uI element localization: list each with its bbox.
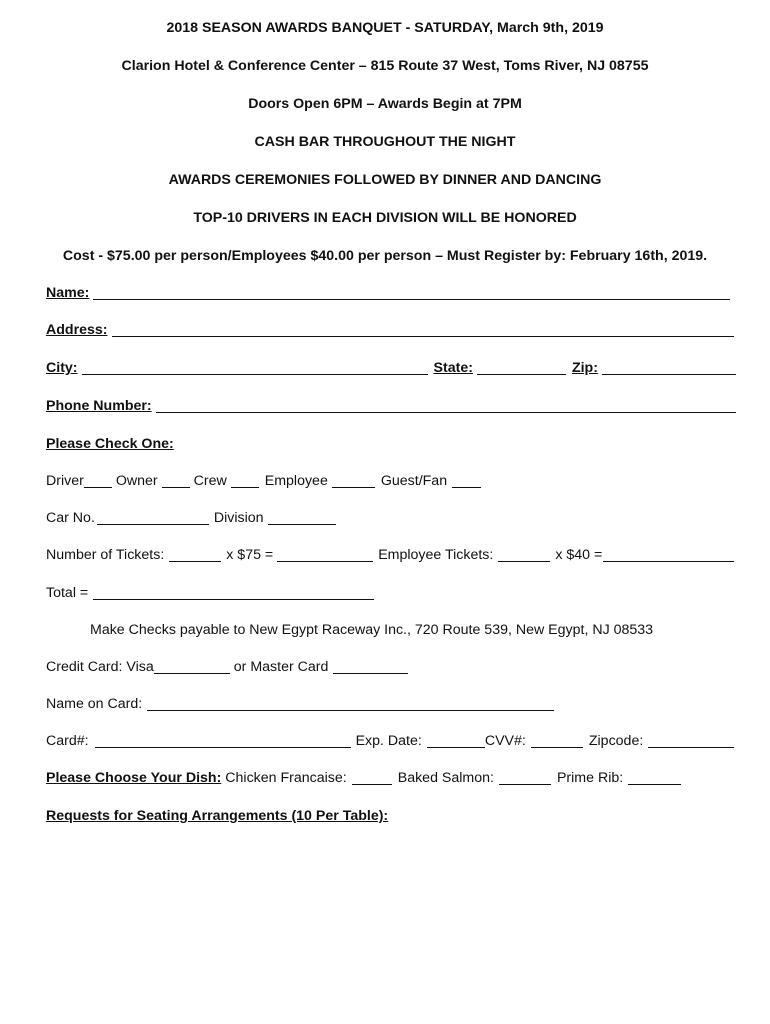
- employee-subtotal-field[interactable]: [603, 548, 734, 562]
- cvv-field[interactable]: [531, 734, 583, 748]
- phone-field[interactable]: [156, 399, 736, 413]
- tickets-price: x $75 =: [226, 547, 274, 563]
- exp-date-field[interactable]: [427, 734, 485, 748]
- zip-label: Zip:: [571, 360, 598, 376]
- employee-tickets-field[interactable]: [498, 548, 550, 562]
- total-label: Total =: [46, 585, 89, 601]
- tickets-label: Number of Tickets:: [46, 547, 165, 563]
- cash-bar-line: CASH BAR THROUGHOUT THE NIGHT: [254, 134, 516, 150]
- cost-line: Cost - $75.00 per person/Employees $40.00 per person – Must Register by: February 16th, 2019.: [62, 248, 708, 264]
- role-crew-label: Crew: [193, 473, 227, 489]
- tickets-field[interactable]: [169, 548, 221, 562]
- employee-price: x $40 =: [555, 547, 603, 563]
- role-row: [46, 472, 481, 490]
- name-row: [46, 284, 730, 302]
- dish-row: [46, 769, 681, 787]
- role-driver-label: Driver: [46, 473, 84, 489]
- role-guest-field[interactable]: [452, 474, 481, 488]
- cvv-label: CVV#:: [484, 733, 526, 749]
- tickets-row: [46, 546, 734, 564]
- honored-line: TOP-10 DRIVERS IN EACH DIVISION WILL BE HONORED: [193, 210, 577, 226]
- city-state-zip-row: [46, 359, 736, 377]
- role-driver-field[interactable]: [84, 474, 112, 488]
- division-label: Division: [213, 510, 264, 526]
- name-field[interactable]: [93, 286, 730, 300]
- role-employee-field[interactable]: [332, 474, 375, 488]
- card-zipcode-field[interactable]: [648, 734, 734, 748]
- city-label: City:: [46, 360, 78, 376]
- car-no-label: Car No.: [46, 510, 95, 526]
- ceremonies-line: AWARDS CEREMONIES FOLLOWED BY DINNER AND DANCING: [168, 172, 602, 188]
- phone-label: Phone Number:: [46, 398, 152, 414]
- dish-salmon-field[interactable]: [499, 771, 551, 785]
- credit-card-row: [46, 658, 408, 676]
- venue-line: Clarion Hotel & Conference Center – 815 Route 37 West, Toms River, NJ 08755: [121, 58, 649, 74]
- check-one-label: Please Check One:: [46, 436, 174, 452]
- city-field[interactable]: [82, 361, 428, 375]
- seating-label: Requests for Seating Arrangements (10 Per Table):: [46, 808, 389, 824]
- doors-line: Doors Open 6PM – Awards Begin at 7PM: [248, 96, 522, 112]
- visa-field[interactable]: [154, 660, 230, 674]
- division-field[interactable]: [268, 511, 336, 525]
- card-number-label: Card#:: [46, 733, 89, 749]
- address-row: [46, 321, 734, 339]
- role-employee-label: Employee: [264, 473, 328, 489]
- dish-prime-rib-label: Prime Rib:: [556, 770, 624, 786]
- name-label: Name:: [46, 285, 90, 301]
- event-title: 2018 SEASON AWARDS BANQUET - SATURDAY, March 9th, 2019: [166, 20, 604, 36]
- car-division-row: [46, 509, 336, 527]
- dish-salmon-label: Baked Salmon:: [397, 770, 494, 786]
- master-card-label: or Master Card: [233, 659, 329, 675]
- role-owner-field[interactable]: [162, 474, 190, 488]
- card-number-row: [46, 732, 734, 750]
- role-owner-label: Owner: [115, 473, 158, 489]
- name-on-card-label: Name on Card:: [46, 696, 143, 712]
- total-field[interactable]: [93, 586, 374, 600]
- name-on-card-field[interactable]: [147, 697, 554, 711]
- tickets-subtotal-field[interactable]: [277, 548, 373, 562]
- role-crew-field[interactable]: [231, 474, 259, 488]
- address-label: Address:: [46, 322, 108, 338]
- zipcode-label: Zipcode:: [588, 733, 644, 749]
- dish-chicken-field[interactable]: [352, 771, 392, 785]
- exp-date-label: Exp. Date:: [355, 733, 422, 749]
- state-field[interactable]: [477, 361, 566, 375]
- dish-chicken-label: Chicken Francaise:: [225, 770, 347, 786]
- total-row: [46, 584, 374, 602]
- master-card-field[interactable]: [333, 660, 408, 674]
- card-number-field[interactable]: [95, 734, 351, 748]
- name-on-card-row: [46, 695, 554, 713]
- role-guest-label: Guest/Fan: [380, 473, 448, 489]
- state-label: State:: [433, 360, 473, 376]
- zip-field[interactable]: [602, 361, 736, 375]
- dish-label: Please Choose Your Dish:: [46, 770, 222, 786]
- employee-tickets-label: Employee Tickets:: [378, 547, 494, 563]
- checks-note: Make Checks payable to New Egypt Raceway Inc., 720 Route 539, New Egypt, NJ 08533: [90, 622, 654, 638]
- address-field[interactable]: [112, 323, 735, 337]
- dish-prime-rib-field[interactable]: [628, 771, 681, 785]
- phone-row: [46, 397, 736, 415]
- visa-label: Credit Card: Visa: [46, 659, 154, 675]
- car-no-field[interactable]: [97, 511, 209, 525]
